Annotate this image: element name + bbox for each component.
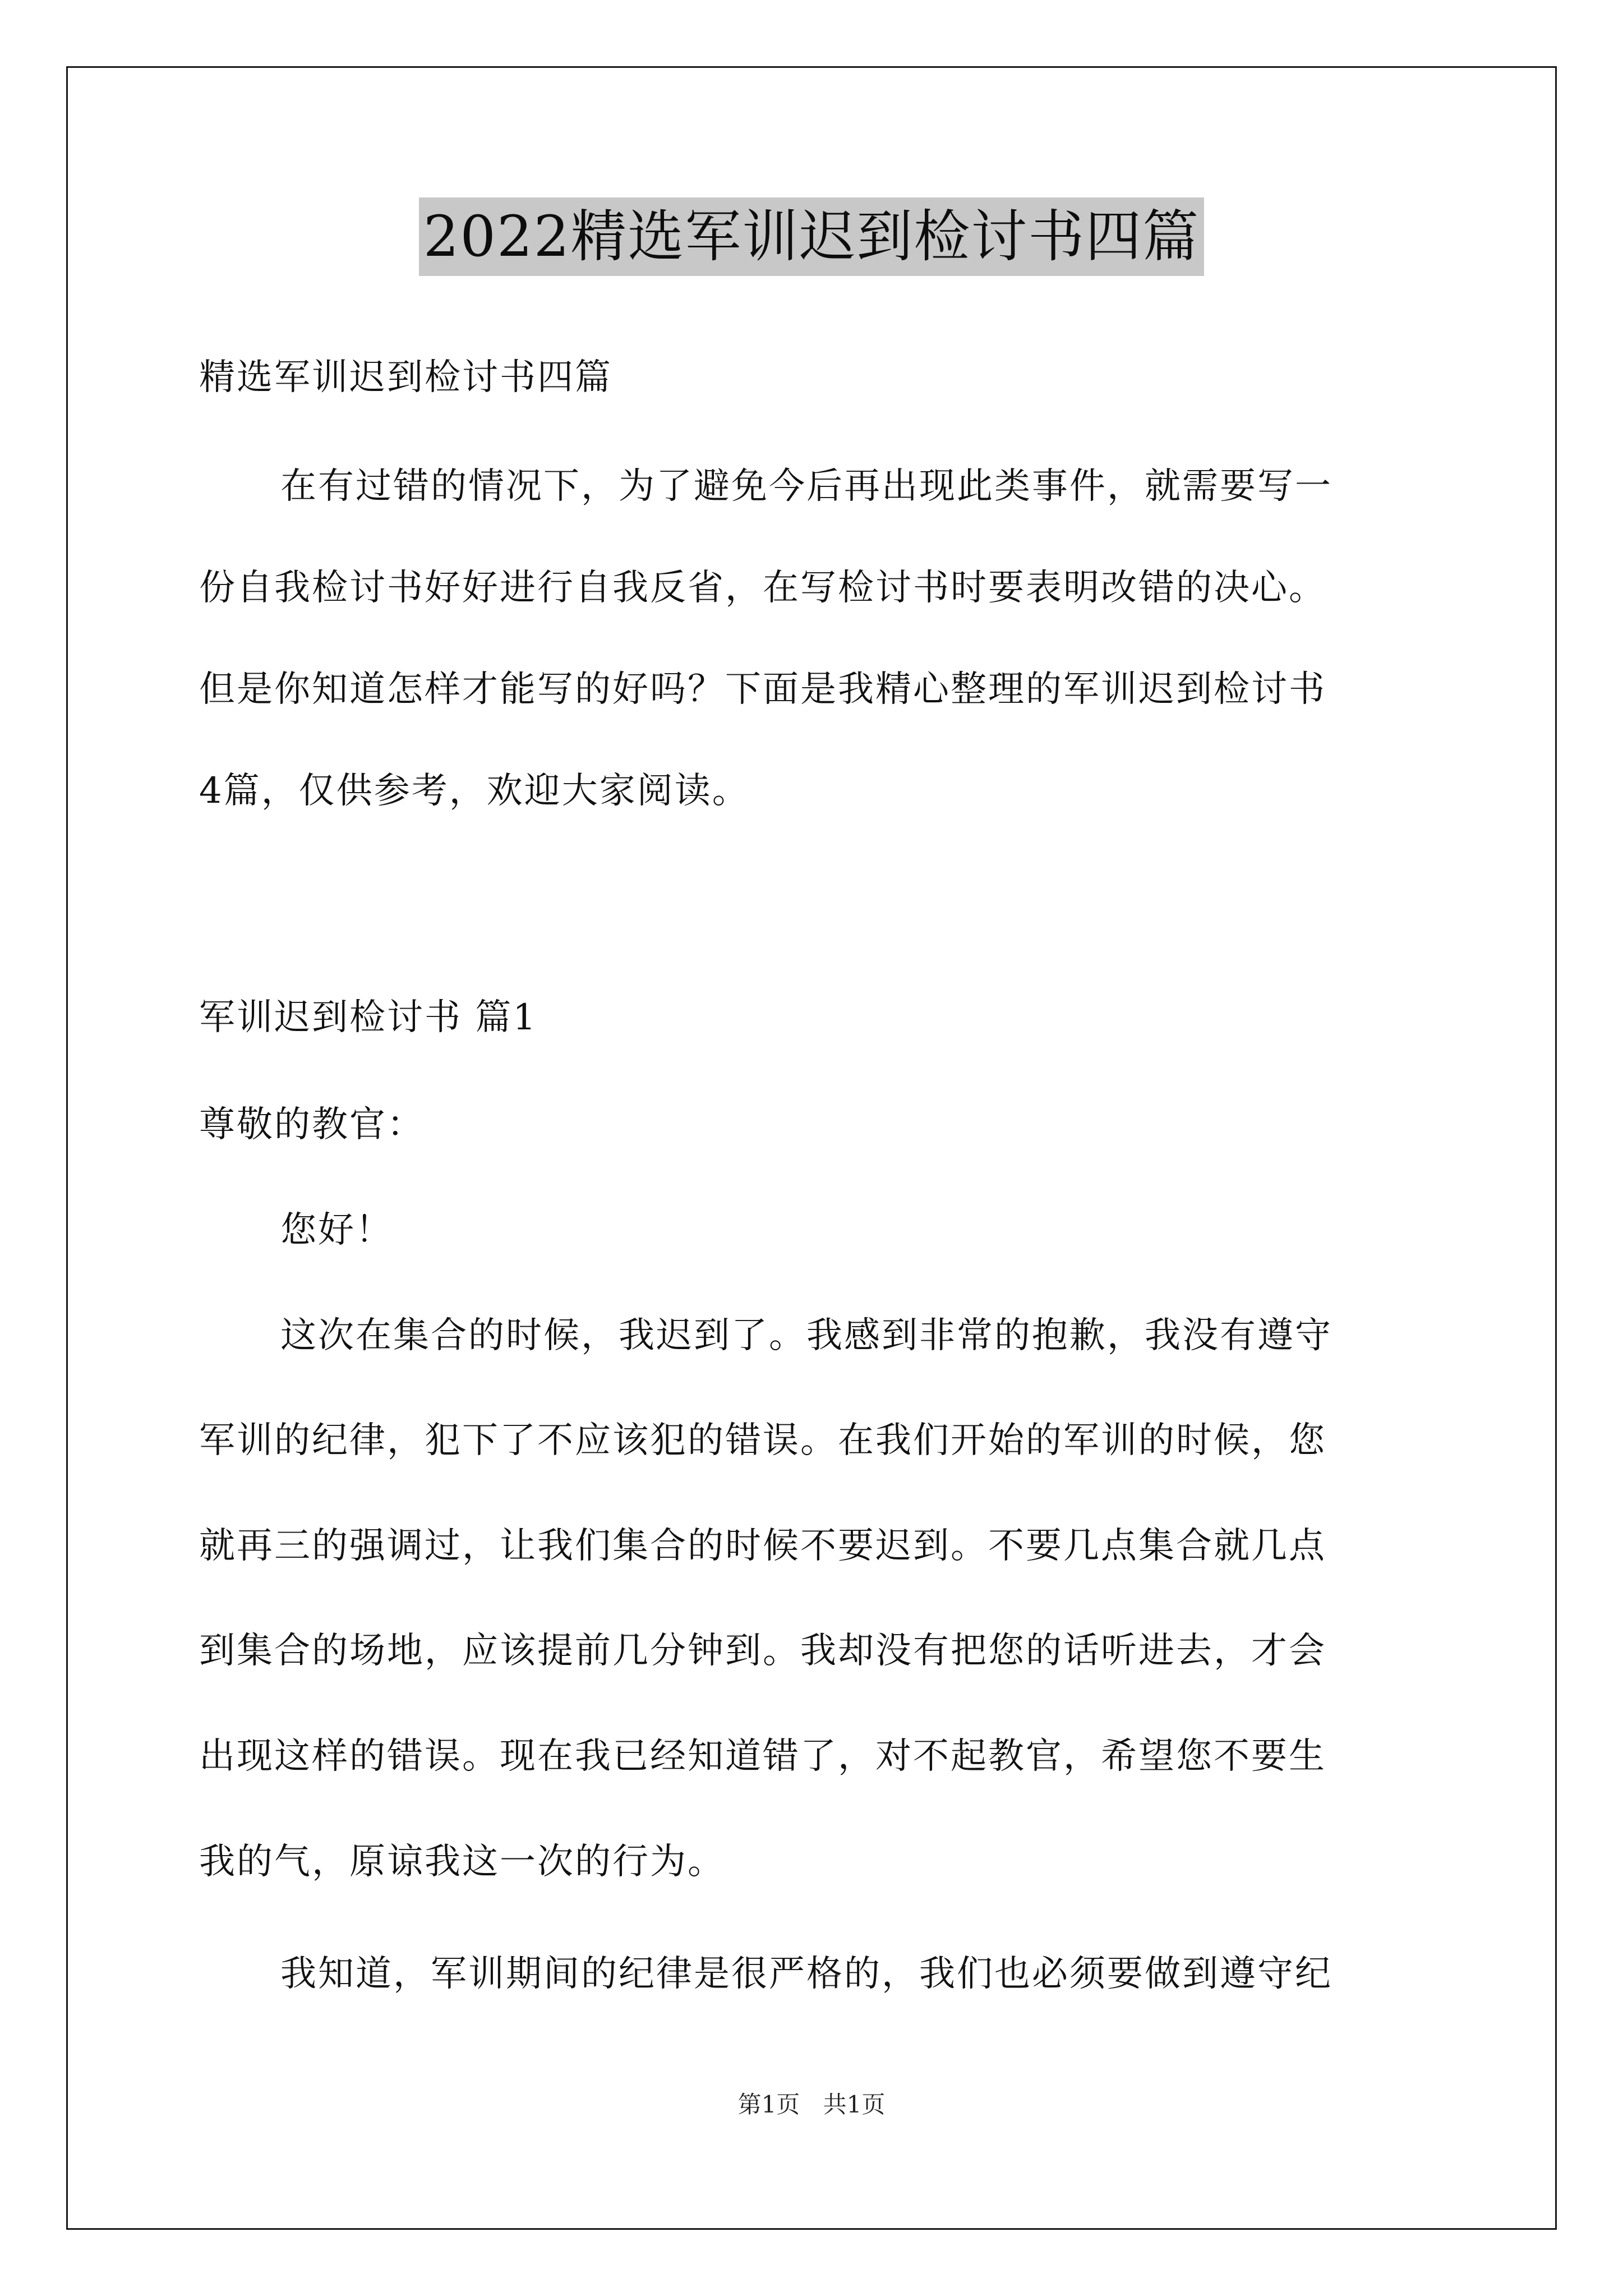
page-footer: [0, 2088, 1623, 2122]
body-line-5: 出现这样的错误。现在我已经知道错了，对不起教官，希望您不要生: [199, 1736, 1326, 1777]
body-line-4: 到集合的场地，应该提前几分钟到。我却没有把您的话听进去，才会: [199, 1630, 1326, 1672]
document-subtitle: 精选军训迟到检讨书四篇: [199, 357, 612, 398]
body-line-3: 就再三的强调过，让我们集合的时候不要迟到。不要几点集合就几点: [199, 1525, 1326, 1567]
body-line-6: 我的气，原谅我这一次的行为。: [199, 1841, 725, 1883]
section-heading: 军训迟到检讨书 篇1: [199, 997, 538, 1038]
intro-line-1: 在有过错的情况下，为了避免今后再出现此类事件，就需要写一: [280, 466, 1332, 507]
body-line-7: 我知道，军训期间的纪律是很严格的，我们也必须要做到遵守纪: [280, 1953, 1332, 1995]
page-number-total: 共1页: [823, 2091, 886, 2118]
intro-line-3: 但是你知道怎样才能写的好吗？下面是我精心整理的军训迟到检讨书: [199, 669, 1326, 710]
greeting: 您好！: [280, 1209, 393, 1251]
salutation: 尊敬的教官：: [199, 1104, 425, 1145]
document-title: 2022精选军训迟到检讨书四篇: [419, 197, 1205, 276]
intro-line-4: 4篇，仅供参考，欢迎大家阅读。: [199, 770, 750, 812]
title-container: [0, 197, 1623, 276]
body-line-1: 这次在集合的时候，我迟到了。我感到非常的抱歉，我没有遵守: [280, 1315, 1332, 1356]
page-number-current: 第1页: [737, 2091, 800, 2118]
intro-line-2: 份自我检讨书好好进行自我反省，在写检讨书时要表明改错的决心。: [199, 567, 1326, 609]
body-line-2: 军训的纪律，犯下了不应该犯的错误。在我们开始的军训的时候，您: [199, 1420, 1326, 1461]
